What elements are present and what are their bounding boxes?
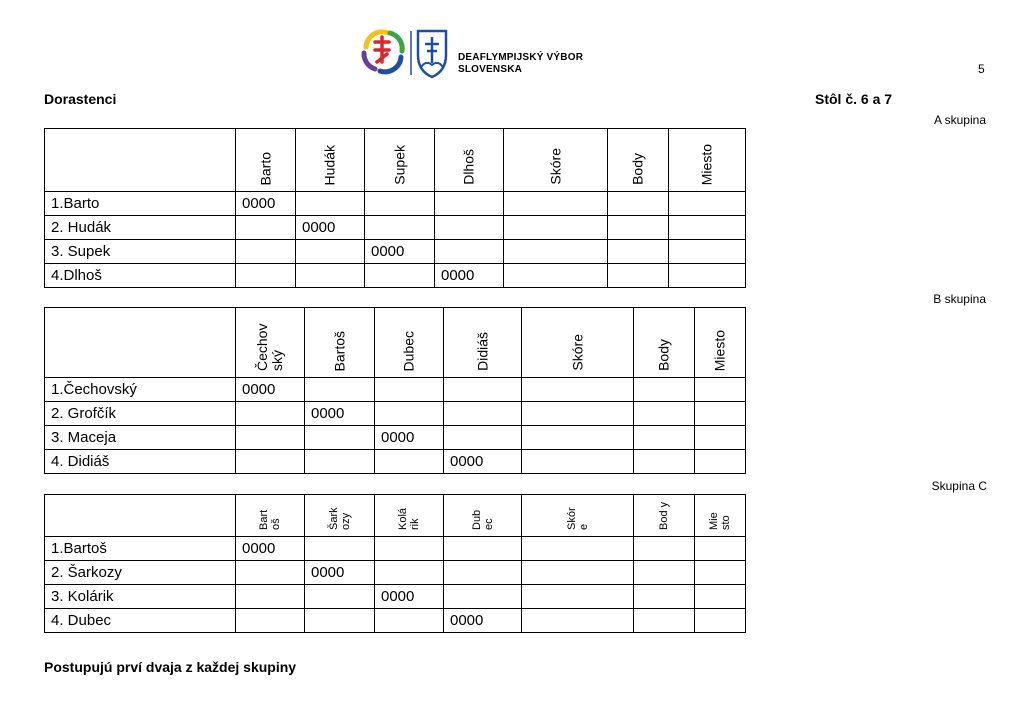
score-cell — [608, 264, 669, 288]
score-cell: 0000 — [296, 216, 365, 240]
score-cell: 0000 — [365, 240, 435, 264]
score-cell — [634, 561, 695, 585]
score-cell — [695, 609, 746, 633]
score-cell — [375, 609, 444, 633]
score-cell — [608, 216, 669, 240]
score-cell — [236, 240, 296, 264]
score-cell — [669, 240, 746, 264]
score-cell: 0000 — [375, 426, 444, 450]
score-cell — [695, 450, 746, 474]
group-b-table — [44, 307, 746, 474]
score-cell: 0000 — [236, 378, 305, 402]
player-name: 4. Dubec — [45, 609, 236, 633]
header-corner-cell — [45, 129, 236, 192]
score-cell — [236, 609, 305, 633]
score-cell — [305, 585, 375, 609]
score-cell — [504, 264, 608, 288]
score-cell — [522, 609, 634, 633]
col-header: Bartoš — [305, 308, 375, 378]
score-cell — [296, 240, 365, 264]
score-cell — [305, 426, 375, 450]
score-cell: 0000 — [236, 192, 296, 216]
player-name: 4. Didiáš — [45, 450, 236, 474]
score-cell — [504, 192, 608, 216]
col-header: Dubec — [375, 308, 444, 378]
section-title: Dorastenci — [44, 91, 117, 107]
score-cell — [669, 216, 746, 240]
score-cell — [522, 402, 634, 426]
player-name: 2. Hudák — [45, 216, 236, 240]
score-cell — [236, 264, 296, 288]
table-row — [45, 216, 746, 240]
table-row — [45, 561, 746, 585]
score-cell — [444, 402, 522, 426]
score-cell — [236, 402, 305, 426]
col-header: Skóre — [504, 129, 608, 192]
col-header: Didiáš — [444, 308, 522, 378]
player-name: 3. Kolárik — [45, 585, 236, 609]
col-header: Dlhoš — [435, 129, 504, 192]
score-cell — [236, 585, 305, 609]
score-cell — [522, 426, 634, 450]
table-header-row — [45, 129, 746, 192]
score-cell — [634, 537, 695, 561]
group-c-label: Skupina C — [931, 479, 987, 493]
score-cell: 0000 — [444, 609, 522, 633]
player-name: 4.Dlhoš — [45, 264, 236, 288]
score-cell — [634, 585, 695, 609]
group-b-label: B skupina — [933, 292, 986, 306]
score-cell — [522, 585, 634, 609]
table-row — [45, 240, 746, 264]
score-cell — [375, 450, 444, 474]
score-cell — [236, 216, 296, 240]
col-header: Miesto — [695, 308, 746, 378]
col-header: Body — [608, 129, 669, 192]
table-row — [45, 426, 746, 450]
score-cell — [236, 426, 305, 450]
score-cell — [375, 402, 444, 426]
player-name: 1.Čechovský — [45, 378, 236, 402]
table-header-row — [45, 308, 746, 378]
score-cell: 0000 — [305, 561, 375, 585]
score-cell — [375, 561, 444, 585]
col-header: Barto — [236, 129, 296, 192]
score-cell — [522, 378, 634, 402]
player-name: 3. Maceja — [45, 426, 236, 450]
score-cell — [444, 585, 522, 609]
score-cell — [236, 450, 305, 474]
logo-line-1: DEAFLYMPIJSKÝ VÝBOR — [458, 52, 584, 63]
score-cell — [695, 378, 746, 402]
score-cell — [375, 378, 444, 402]
player-name: 1.Barto — [45, 192, 236, 216]
group-a-label: A skupina — [933, 113, 986, 127]
col-header: Supek — [365, 129, 435, 192]
table-row — [45, 264, 746, 288]
table-row — [45, 378, 746, 402]
player-name: 1.Bartoš — [45, 537, 236, 561]
score-cell — [296, 192, 365, 216]
col-header: Bod y — [634, 495, 695, 537]
score-cell — [695, 537, 746, 561]
logo-text — [458, 52, 583, 76]
score-cell — [504, 216, 608, 240]
score-cell — [522, 537, 634, 561]
score-cell — [444, 378, 522, 402]
score-cell — [608, 192, 669, 216]
score-cell — [444, 426, 522, 450]
col-header: Miesto — [669, 129, 746, 192]
score-cell — [504, 240, 608, 264]
score-cell — [695, 561, 746, 585]
footer-note: Postupujú prví dvaja z každej skupiny — [44, 659, 297, 675]
score-cell — [634, 609, 695, 633]
score-cell — [365, 192, 435, 216]
score-cell — [435, 216, 504, 240]
score-cell — [435, 240, 504, 264]
group-a-table — [44, 128, 746, 288]
score-cell — [305, 378, 375, 402]
table-header-row — [45, 495, 746, 537]
header-corner-cell — [45, 308, 236, 378]
col-header: Hudák — [296, 129, 365, 192]
score-cell — [522, 561, 634, 585]
score-cell — [669, 192, 746, 216]
table-row — [45, 450, 746, 474]
score-cell — [695, 426, 746, 450]
player-name: 2. Grofčík — [45, 402, 236, 426]
table-row — [45, 537, 746, 561]
score-cell: 0000 — [444, 450, 522, 474]
col-header: Body — [634, 308, 695, 378]
score-cell — [444, 561, 522, 585]
group-c-table — [44, 494, 746, 633]
col-header: Čechov ský — [236, 308, 305, 378]
score-cell — [375, 537, 444, 561]
col-header: Šark ozy — [305, 495, 375, 537]
col-header: Mie sto — [695, 495, 746, 537]
score-cell — [522, 450, 634, 474]
score-cell — [365, 264, 435, 288]
score-cell — [236, 561, 305, 585]
col-header: Bart oš — [236, 495, 305, 537]
player-name: 3. Supek — [45, 240, 236, 264]
player-name: 2. Šarkozy — [45, 561, 236, 585]
table-row — [45, 585, 746, 609]
score-cell — [634, 378, 695, 402]
score-cell — [305, 450, 375, 474]
logo-line-2: SLOVENSKA — [458, 64, 523, 75]
score-cell — [695, 585, 746, 609]
header-corner-cell — [45, 495, 236, 537]
table-title: Stôl č. 6 a 7 — [815, 91, 893, 107]
score-cell — [634, 450, 695, 474]
col-header: Dub ec — [444, 495, 522, 537]
score-cell — [608, 240, 669, 264]
score-cell — [634, 402, 695, 426]
score-cell — [365, 216, 435, 240]
score-cell — [296, 264, 365, 288]
table-row — [45, 609, 746, 633]
col-header: Skór e — [522, 495, 634, 537]
col-header: Skóre — [522, 308, 634, 378]
score-cell — [634, 426, 695, 450]
score-cell — [669, 264, 746, 288]
score-cell — [305, 537, 375, 561]
score-cell — [444, 537, 522, 561]
score-cell: 0000 — [375, 585, 444, 609]
col-header: Kolá rik — [375, 495, 444, 537]
score-cell — [435, 192, 504, 216]
page-number: 5 — [978, 62, 985, 76]
score-cell: 0000 — [236, 537, 305, 561]
table-row — [45, 192, 746, 216]
score-cell: 0000 — [435, 264, 504, 288]
score-cell — [305, 609, 375, 633]
table-row — [45, 402, 746, 426]
score-cell: 0000 — [305, 402, 375, 426]
score-cell — [695, 402, 746, 426]
